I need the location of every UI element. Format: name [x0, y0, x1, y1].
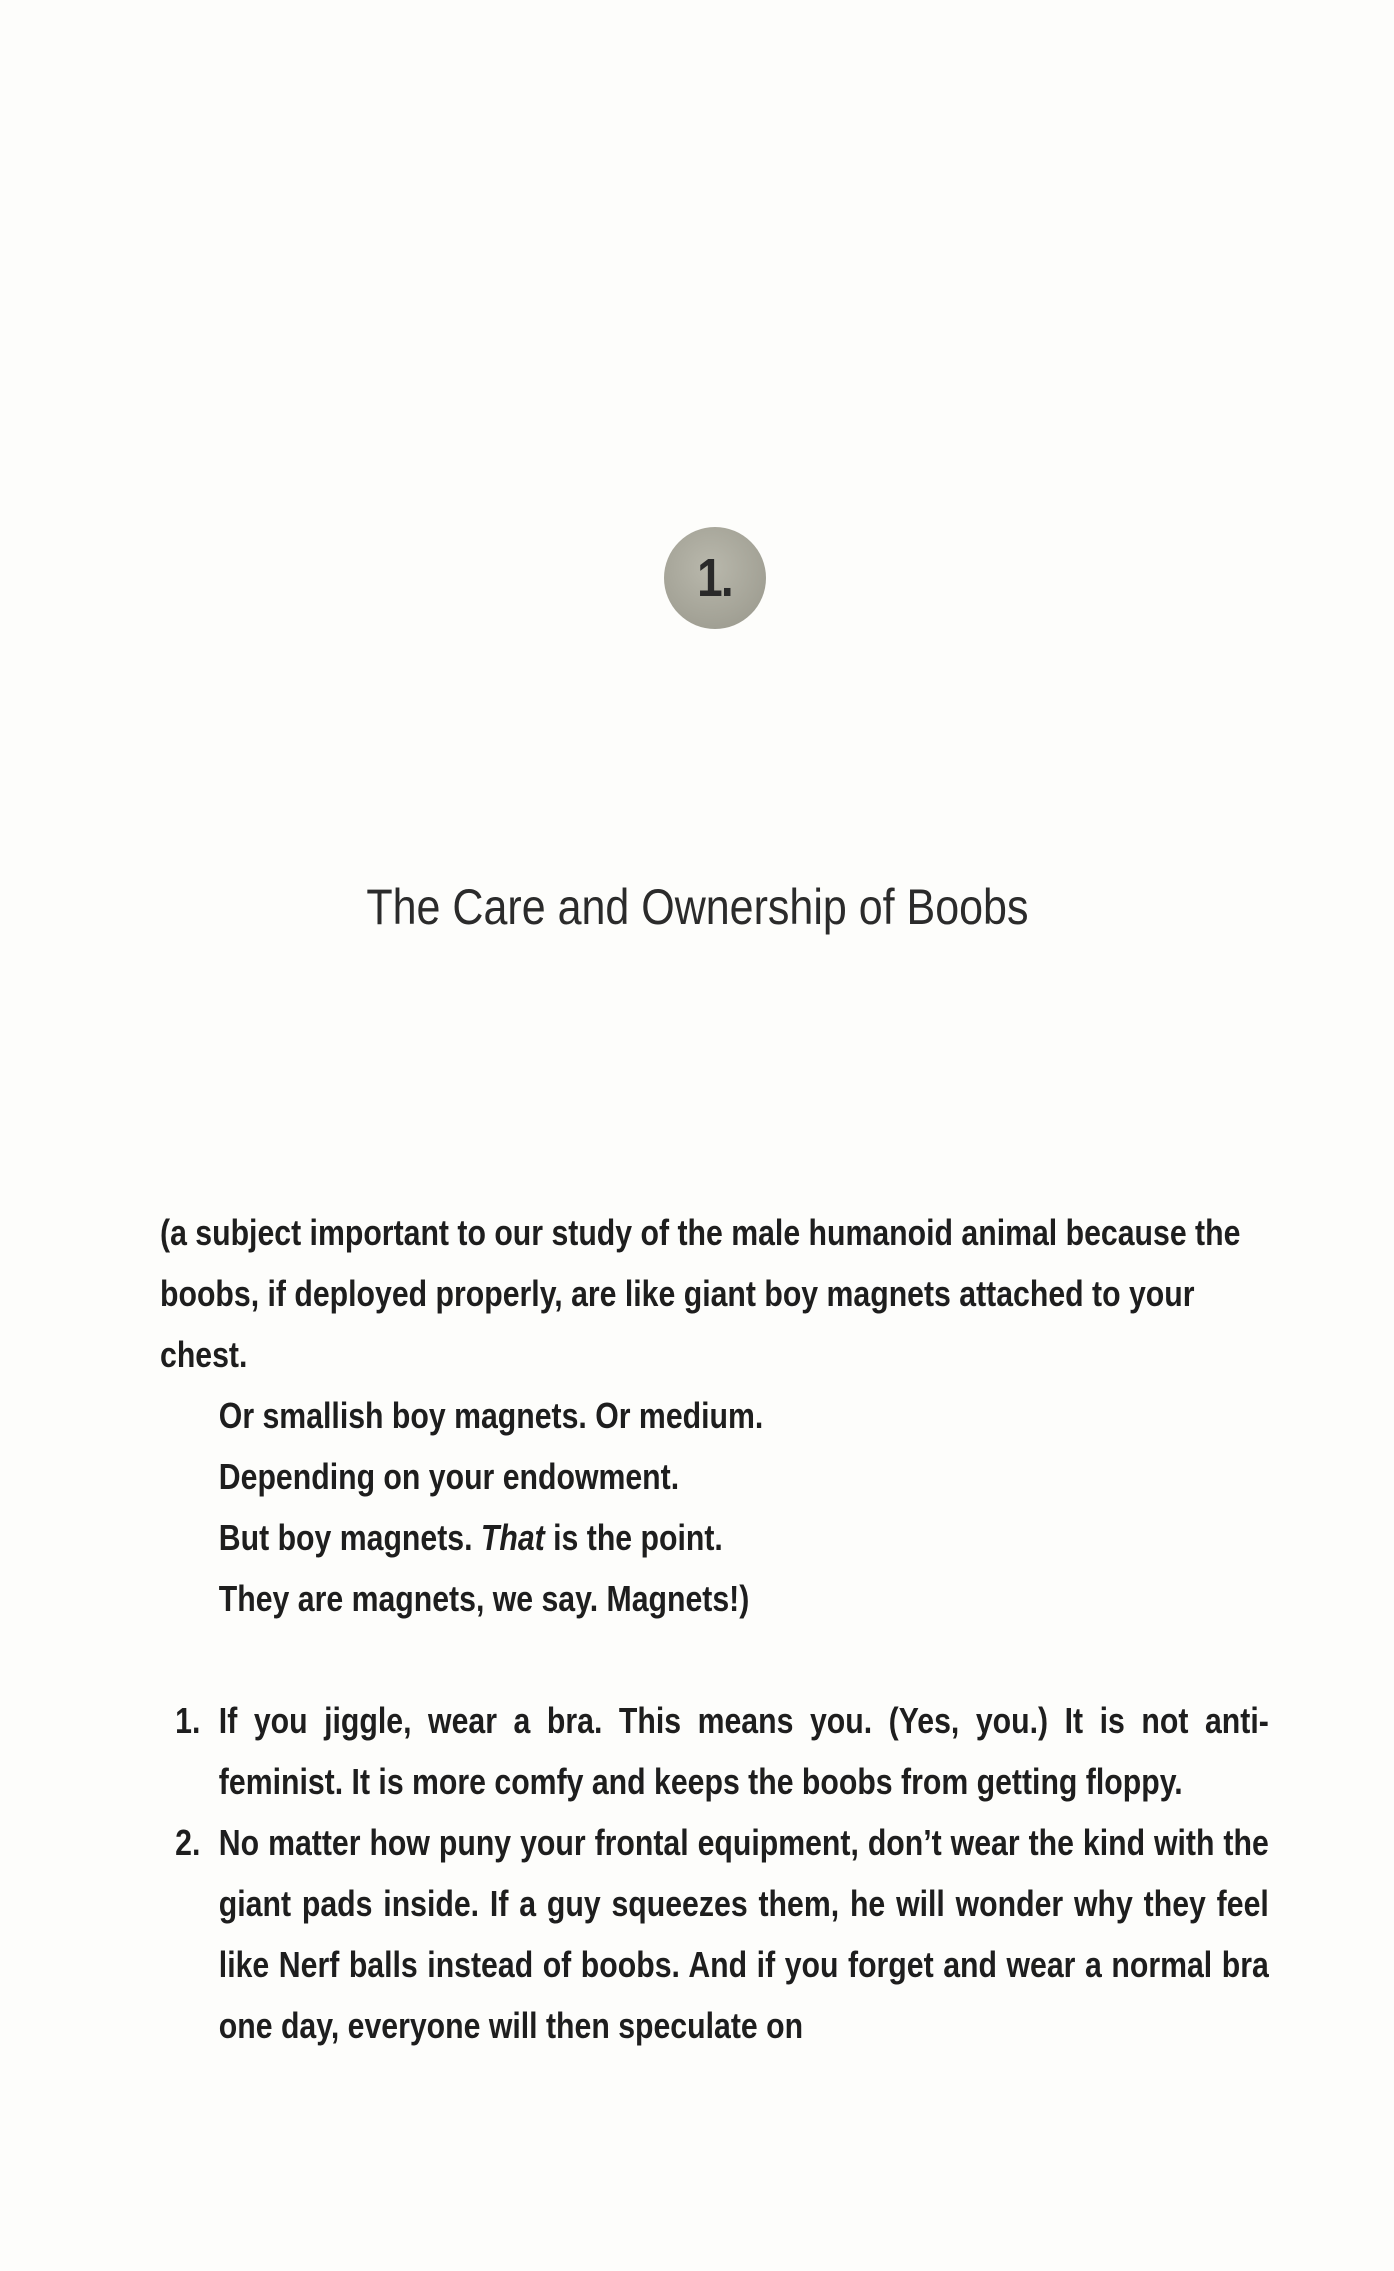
- intro-paragraph: (a subject important to our study of the male humanoid animal because the boobs, if deployed properly, are like giant boy magnets attached to your chest.: [160, 1212, 1241, 1375]
- chapter-title: The Care and Ownership of Boobs: [366, 879, 1029, 935]
- intro-line: Or smallish boy magnets. Or medium.: [218, 1395, 764, 1436]
- chapter-number-badge: [664, 527, 766, 629]
- list-item-text: If you jiggle, wear a bra. This means you. (Yes, you.) It is not anti-feminist. It is more comfy and keeps the boobs from getting floppy.: [218, 1700, 1269, 1802]
- intro-line: Depending on your endowment.: [218, 1456, 680, 1497]
- intro-line-text: But boy magnets.: [218, 1517, 481, 1558]
- numbered-list: [160, 1690, 1269, 2056]
- list-item-text: No matter how puny your frontal equipment, don’t wear the kind with the giant pads inside. If a guy squeezes them, he will wonder why they feel like Nerf balls instead of boobs. And if you forget and wear a normal bra one day, everyone will then speculate on: [218, 1822, 1269, 2046]
- intro-line: [160, 1507, 1269, 1568]
- intro-section: [160, 1202, 1269, 1629]
- list-item-number: 1.: [175, 1700, 201, 1741]
- list-item: [160, 1690, 1269, 1812]
- list-item: [160, 1812, 1269, 2056]
- intro-line: They are magnets, we say. Magnets!): [218, 1578, 750, 1619]
- intro-line-emphasis: That: [480, 1517, 545, 1558]
- chapter-number: 1.: [697, 548, 733, 608]
- intro-line-text: is the point.: [544, 1517, 723, 1558]
- list-item-number: 2.: [175, 1822, 201, 1863]
